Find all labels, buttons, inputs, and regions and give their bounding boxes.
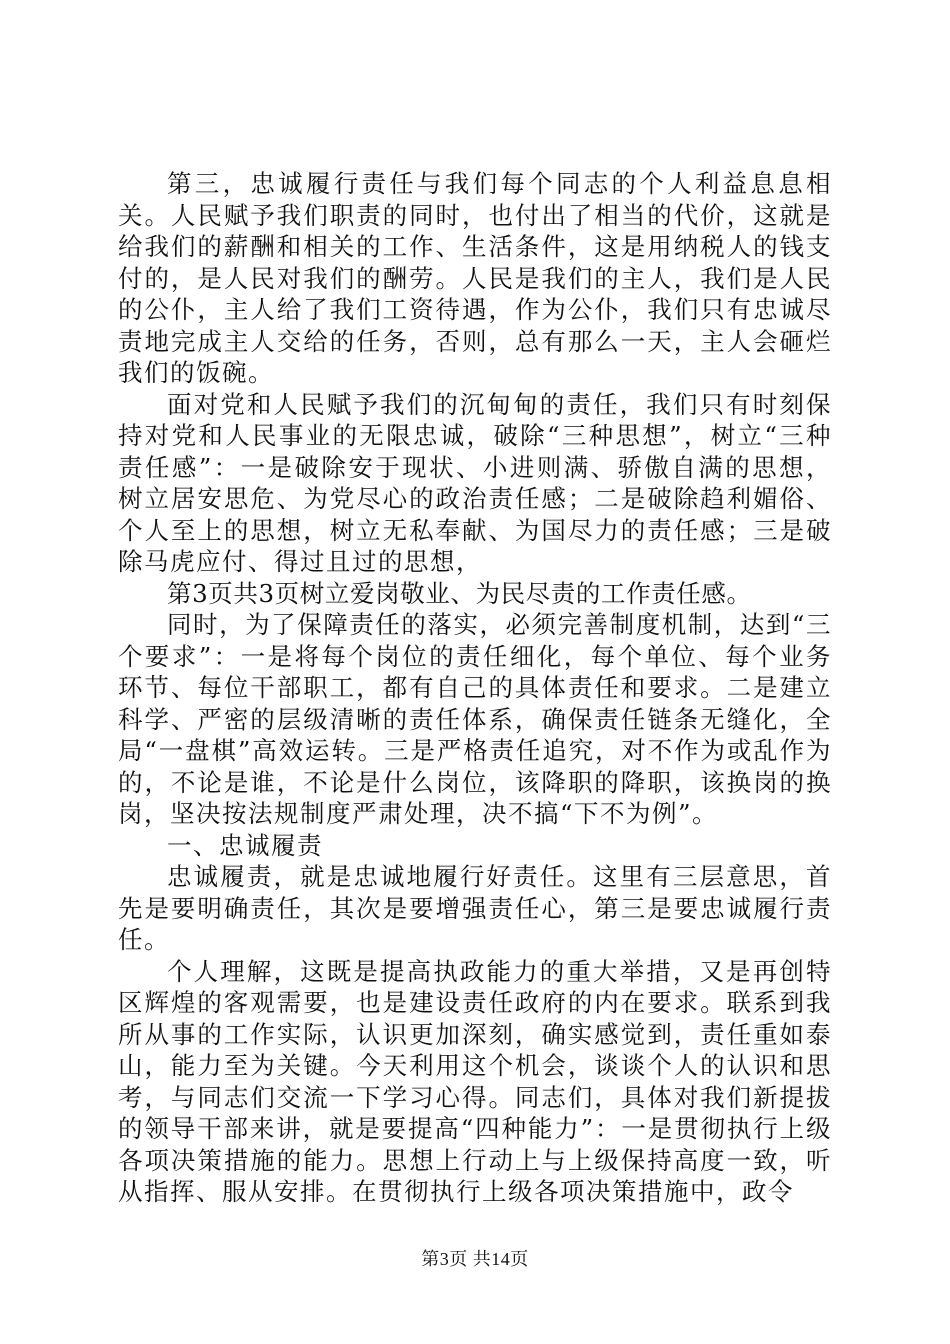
document-body xyxy=(118,168,832,1208)
page-footer: 第3页 共14页 xyxy=(421,1249,529,1269)
section-heading-loyal-duty: 一、忠诚履责 xyxy=(167,830,323,860)
paragraph-personal-understanding: 个人理解，这既是提高执政能力的重大举措，又是再创特区辉煌的客观需要，也是建设责任政府的内在要求。联系到我所从事的工作实际，认识更加深刻，确实感觉到，责任重如泰山，能力至为关键。今天利用这个机会，谈谈个人的认识和思考，与同志们交流一下学习心得。同志们，具体对我们新提拔的领导干部来讲，就是要提高“四种能力”：一是贯彻执行上级各项决策措施的能力。思想上行动上与上级保持高度一致，听从指挥、服从安排。在贯彻执行上级各项决策措施中，政令 xyxy=(118,956,832,1206)
paragraph-three-thoughts: 面对党和人民赋予我们的沉甸甸的责任，我们只有时刻保持对党和人民事业的无限忠诚，破除“三种思想”，树立“三种责任感”：一是破除安于现状、小进则满、骄傲自满的思想，树立居安思危、为党尽心的政治责任感；二是破除趋利媚俗、个人至上的思想，树立无私奉献、为国尽力的责任感；三是破除马虎应付、得过且过的思想， xyxy=(118,389,832,576)
paragraph-loyal-duty-definition: 忠诚履责，就是忠诚地履行好责任。这里有三层意思，首先是要明确责任，其次是要增强责任心，第三是要忠诚履行责任。 xyxy=(118,862,832,954)
paragraph-page-marker: 第3页共3页树立爱岗敬业、为民尽责的工作责任感。 xyxy=(167,578,752,608)
paragraph-personal-interest: 第三，忠诚履行责任与我们每个同志的个人利益息息相关。人民赋予我们职责的同时，也付出了相当的代价，这就是给我们的薪酬和相关的工作、生活条件，这是用纳税人的钱支付的，是人民对我们的酬劳。人民是我们的主人，我们是人民的公仆，主人给了我们工资待遇，作为公仆，我们只有忠诚尽责地完成主人交给的任务，否则，总有那么一天，主人会砸烂我们的饭碗。 xyxy=(118,169,832,387)
paragraph-three-requirements: 同时，为了保障责任的落实，必须完善制度机制，达到“三个要求”：一是将每个岗位的责任细化，每个单位、每个业务环节、每位干部职工，都有自己的具体责任和要求。二是建立科学、严密的层级清晰的责任体系，确保责任链条无缝化，全局“一盘棋”高效运转。三是严格责任追究，对不作为或乱作为的，不论是谁，不论是什么岗位，该降职的降职，该换岗的换岗，坚决按法规制度严肃处理，决不搞“下不为例”。 xyxy=(118,610,832,828)
